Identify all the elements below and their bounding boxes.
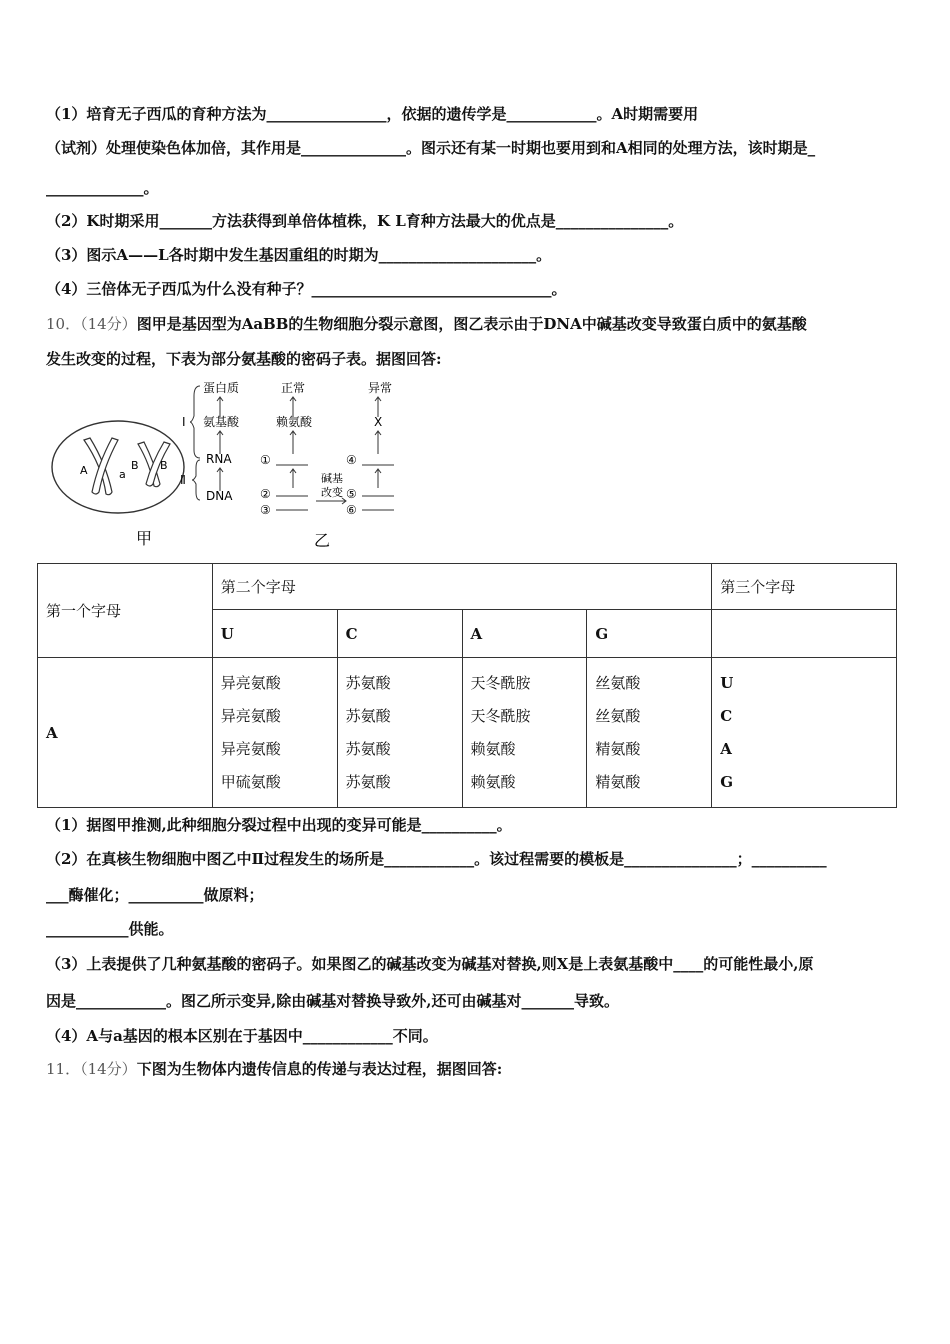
cell-label-a: a <box>119 468 126 481</box>
codon-table <box>37 563 897 808</box>
cell-U-3: 异亮氨酸 <box>220 739 281 758</box>
second-col-A: A <box>462 610 587 658</box>
third-C: C <box>720 706 733 725</box>
roman-I: Ⅰ <box>182 415 186 429</box>
cell-A-3: 赖氨酸 <box>470 739 516 758</box>
cell-label-B2: B <box>160 459 168 472</box>
cell-U-1: 异亮氨酸 <box>220 673 281 692</box>
change-label-2: 改变 <box>321 486 343 499</box>
q9-part3: （3）图示A——L各时期中发生基因重组的时期为_____________________。 <box>46 246 552 264</box>
q9-part1-line3: _____________。 <box>46 179 159 197</box>
q9-part4: （4）三倍体无子西瓜为什么没有种子？________________________________。 <box>46 280 567 298</box>
cell-C-2: 苏氨酸 <box>345 706 391 725</box>
second-col-G: G <box>587 610 712 658</box>
label-amino-acid: 氨基酸 <box>203 415 240 429</box>
label-protein: 蛋白质 <box>203 381 240 395</box>
q10-part1: （1）据图甲推测,此种细胞分裂过程中出现的变异可能是__________。 <box>46 816 512 834</box>
cell-G-4: 精氨酸 <box>595 772 641 791</box>
cell-C-1: 苏氨酸 <box>345 673 391 692</box>
q10-part3-line2: 因是____________。图乙所示变异,除由碱基对替换导致外,还可由碱基对_______导致。 <box>46 992 619 1010</box>
normal-strands <box>276 465 308 510</box>
normal-title: 正常 <box>281 381 306 395</box>
col-A-cells <box>462 658 587 808</box>
num-5: ⑤ <box>346 487 357 501</box>
q9-part1-line2: （试剂）处理使染色体加倍，其作用是______________。图示还有某一时期也要用到和A相同的处理方法，该时期是_ <box>46 139 816 157</box>
q10-part3-line1: （3）上表提供了几种氨基酸的密码子。如果图乙的碱基改变为碱基对替换,则X是上表氨基酸中____的可能性最小,原 <box>46 955 814 973</box>
q10-part4: （4）A与a基因的根本区别在于基因中____________不同。 <box>46 1027 438 1045</box>
left-arrows <box>190 386 223 500</box>
q10-part2-line3: ___________供能。 <box>46 920 174 938</box>
col-U-cells <box>212 658 337 808</box>
q9-part1-line1: （1）培育无子西瓜的育种方法为________________，依据的遗传学是____________。A时期需要用 <box>46 105 699 123</box>
change-label-1: 碱基 <box>321 472 343 485</box>
cell-label-B1: B <box>131 459 139 472</box>
header-first-letter: 第一个字母 <box>38 564 213 658</box>
label-dna: DNA <box>206 489 233 503</box>
q10-part2-line1: （2）在真核生物细胞中图乙中Ⅱ过程发生的场所是____________。该过程需要的模板是_______________；__________ <box>46 850 827 868</box>
header-third-letter: 第三个字母 <box>712 564 897 610</box>
cell-G-2: 丝氨酸 <box>595 706 641 725</box>
label-rna: RNA <box>206 452 232 466</box>
cell-A-4: 赖氨酸 <box>470 772 516 791</box>
table-row <box>38 658 897 808</box>
third-A: A <box>720 739 732 758</box>
q9-part2: （2）K时期采用_______方法获得到单倍体植株，K L育种方法最大的优点是_______________。 <box>46 212 684 230</box>
q11-stem-text: 下图为生物体内遗传信息的传递与表达过程，据图回答: <box>136 1060 503 1078</box>
table-header-row <box>38 564 897 610</box>
figure-label-yi: 乙 <box>314 531 331 550</box>
first-letter-A: A <box>38 658 213 808</box>
chromosome-pair-Aa <box>84 438 118 495</box>
num-4: ④ <box>346 453 357 467</box>
q10-stem-line2: 发生改变的过程，下表为部分氨基酸的密码子表。据图回答: <box>46 350 442 368</box>
figure-label-jia: 甲 <box>136 529 153 548</box>
q11-stem <box>46 1058 502 1079</box>
q10-stem-line1 <box>46 313 807 334</box>
abnormal-arrows <box>375 397 381 488</box>
q11-number: 11．（14分） <box>46 1060 137 1078</box>
cell-A-2: 天冬酰胺 <box>470 706 531 725</box>
second-col-U: U <box>212 610 337 658</box>
cell-U-2: 异亮氨酸 <box>220 706 281 725</box>
third-U: U <box>720 673 734 692</box>
normal-arrows <box>290 397 296 488</box>
num-6: ⑥ <box>346 503 357 517</box>
cell-C-4: 苏氨酸 <box>345 772 391 791</box>
cell-G-3: 精氨酸 <box>595 739 641 758</box>
abnormal-amino-acid-x: X <box>374 415 383 429</box>
third-letter-cells <box>712 658 897 808</box>
figure-jia-yi <box>46 372 406 552</box>
third-col-empty <box>712 610 897 658</box>
num-2: ② <box>260 487 271 501</box>
cell-G-1: 丝氨酸 <box>595 673 641 692</box>
roman-II: Ⅱ <box>180 473 186 487</box>
col-G-cells <box>587 658 712 808</box>
third-G: G <box>720 772 734 791</box>
q10-stem-text: 图甲是基因型为AaBB的生物细胞分裂示意图，图乙表示由于DNA中碱基改变导致蛋白质中的氨基酸 <box>136 315 807 333</box>
col-C-cells <box>337 658 462 808</box>
abnormal-title: 异常 <box>368 381 393 395</box>
cell-U-4: 甲硫氨酸 <box>220 772 281 791</box>
normal-amino-acid: 赖氨酸 <box>276 415 313 429</box>
cell-A-1: 天冬酰胺 <box>470 673 531 692</box>
second-col-C: C <box>337 610 462 658</box>
q10-part2-line2: ___酶催化；__________做原料； <box>46 886 264 904</box>
cell-label-A: A <box>80 464 88 477</box>
num-1: ① <box>260 453 271 467</box>
header-second-letter: 第二个字母 <box>212 564 711 610</box>
num-3: ③ <box>260 503 271 517</box>
q10-number: 10．（14分） <box>46 315 137 333</box>
cell-C-3: 苏氨酸 <box>345 739 391 758</box>
